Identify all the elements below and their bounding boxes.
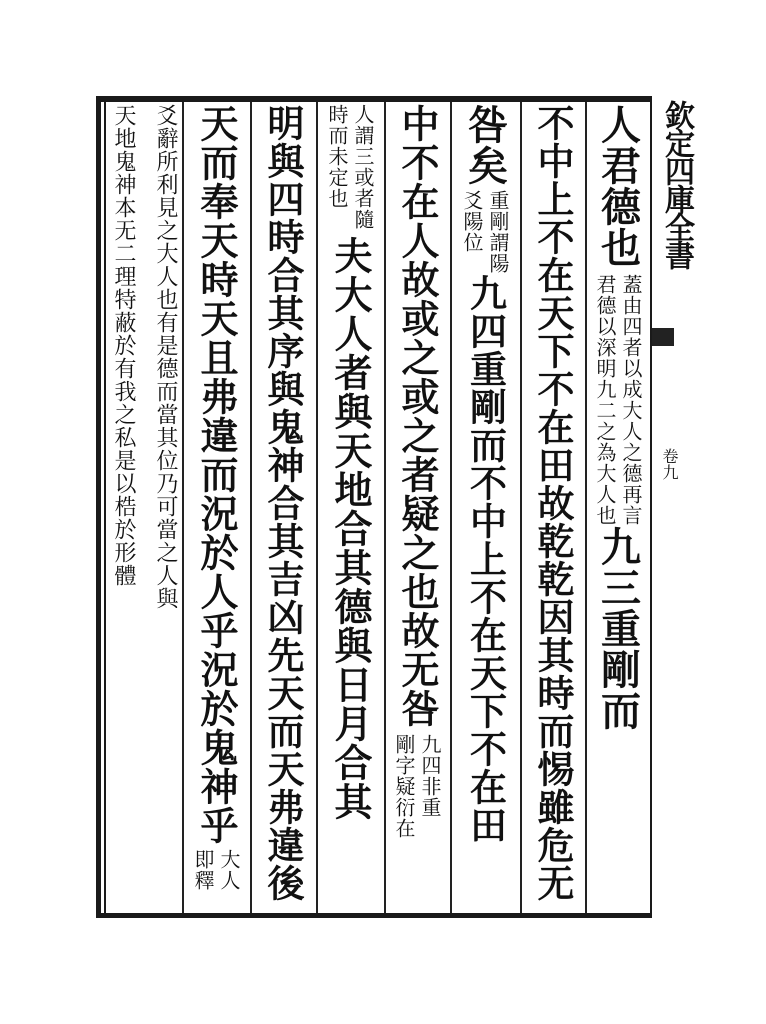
commentary-text: 蓋由四者以成大人之德再言 [619,274,643,526]
commentary-text: 爻辭所利見之大人也有是德而當其位乃可當之人與 [153,104,178,610]
text-column-2 [522,104,584,912]
text-column-3 [452,104,518,912]
text-column-5 [318,104,382,912]
commentary-text: 爻陽位 [460,190,484,253]
main-text: 中不在人故或之或之者疑之也故无咎 [395,104,440,728]
commentary-text: 時而未定也 [325,104,349,209]
main-text: 天而奉天時天且弗違而況於人乎況於鬼神乎 [194,104,239,845]
commentary-text: 大人 [217,849,241,891]
left-outer-border [96,96,101,918]
commentary-text: 重剛謂陽 [486,190,510,274]
main-text: 咎矣 [461,104,509,186]
commentary-pair [326,104,374,230]
commentary-pair [461,190,509,274]
commentary-text: 剛字疑衍在 [392,734,416,839]
column-divider [585,102,587,913]
text-column-1 [588,104,648,912]
main-text: 夫大人者與天地合其德與日月合其 [328,236,373,821]
main-text: 九四重剛而不中上不在天下不在田 [463,274,508,844]
main-text: 九三重剛而 [594,526,642,731]
commentary-pair [594,274,642,526]
fishtail-mark [652,328,674,346]
main-text: 人君德也 [594,104,642,268]
commentary-pair [192,849,240,891]
commentary-text: 人謂三或者隨 [351,104,375,230]
text-column-4 [386,104,448,912]
commentary-text: 君德以深明九二之為大人也 [593,274,617,526]
margin-title: 欽定四庫全書 [659,100,694,268]
commentary-text: 天地鬼神本无二理特蔽於有我之私是以梏於形體 [111,104,136,587]
text-column-7 [184,104,248,912]
text-column-6 [252,104,314,912]
commentary-pair [393,734,441,839]
commentary-text: 即釋 [191,849,215,891]
main-text: 不中上不在天下不在田故乾乾因其時而惕雖危无 [531,104,575,902]
bottom-border [96,913,652,918]
main-text: 明與四時合其序與鬼神合其吉凶先天而天弗違後 [261,104,305,902]
top-border [96,96,652,102]
commentary-text: 九四非重 [418,734,442,818]
margin-volume: 卷九 [660,448,679,480]
text-column-8 [108,104,180,912]
commentary-pair [106,104,182,610]
